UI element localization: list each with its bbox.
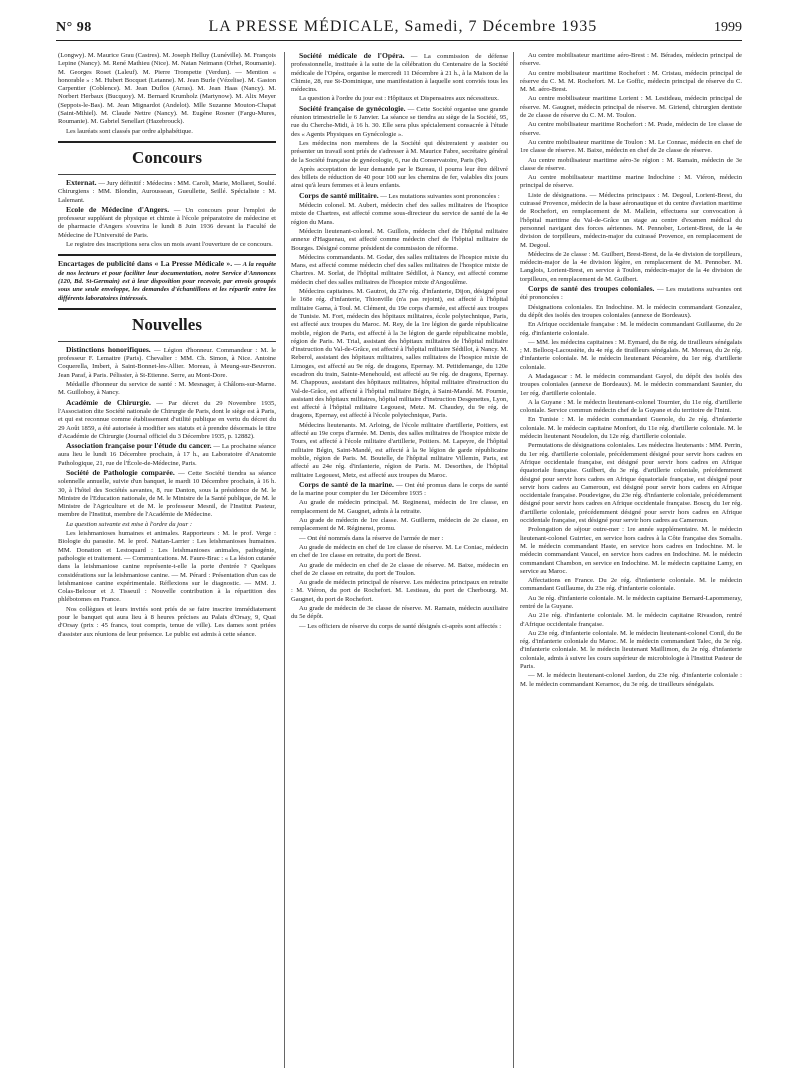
article-body-marine-7: Au grade de médecin principal de réserve. Les médecins principaux en retraite : M. Viéron, du port de Rochefort. M. Lestieau, du port de Cherbourg. M. Gaugnet, du port de Rochefort.	[291, 579, 508, 603]
article-body-militaire-3: Médecin lieutenant-colonel. M. Guillois, médecin chef de l'hôpital militaire annexe d'Haguenau, est affecté comme médecin chef de l'hôpital militaire de Bourges. Désigné comme président de commission de réforme.	[291, 227, 508, 252]
paragraph: Désignations coloniales. En Indochine. M. le médecin commandant Gonzalez, du dépôt des isolés des troupes coloniales (annexe de Bordeaux).	[520, 303, 742, 319]
article-body-marine-5: Au grade de médecin en chef de 1re classe de réserve. M. Le Coniac, médecin en chef de 1re classe en retraite, du port de Brest.	[291, 543, 508, 560]
article-body-encartages: — A la requête de nos lecteurs et pour faciliter leur documentation, notre Service d'Annonces (120, Bd. St-Germain) est à leur disposition pour recevoir, par envois groupés sous une seule enveloppe, les demandes d'échantillons et les répartir entre les différents laboratoires intéressés.	[58, 261, 276, 302]
article-title-academie: Académie de Chirurgie.	[66, 397, 151, 407]
article-title-gyneco: Société française de gynécologie.	[299, 103, 406, 113]
paragraph: Au centre mobilisateur maritime Rochefort : M. Prade, médecin de 1re classe de réserve.	[520, 121, 742, 137]
article-body-marine-6: Au grade de médecin en chef de 2e classe de réserve. M. Baixe, médecin en chef de 2e classe en retraite, du port de Toulon.	[291, 561, 508, 577]
paragraph: Au centre mobilisateur maritime de Toulon : M. Le Connac, médecin en chef de 1re classe de réserve. M. Baixe, médecin en chef de 2e classe de réserve.	[520, 138, 742, 155]
article-question: La question suivante est mise à l'ordre du jour :	[66, 520, 193, 528]
column-1	[58, 52, 276, 1070]
paragraph: Au centre mobilisateur maritime Rochefort : M. Cristau, médecin principal de réserve du C. M. M. Rochefort. M. Le Goffic, médecin principal de réserve du C. M. M. aéro-Brest.	[520, 69, 742, 94]
article-body-militaire-2: Médecin colonel. M. Aubert, médecin chef des salles militaires de l'hospice mixte de Chartres, est affecté comme sous-directeur du service de santé de la 4e région du Mans.	[291, 202, 508, 226]
paragraph: En Afrique occidentale française : M. le médecin commandant Guillaume, du 2e rég. d'infanterie coloniale.	[520, 321, 742, 337]
article-body-distinctions: — Légion d'honneur. Commandeur : M. le professeur F. Lemaitre (Paris). Chevalier : MM. Ch. Simon, à Nice. Antoine Coquerella, Imbert, à Saint-Bonnet-les-Allier. Moreau, à Meung-sur-Beuvron. Jean Paraf, à Paris. Pélissier, à St-Etienne. Serre, au Mont-Dore.	[58, 346, 276, 379]
article-body-militaire-6: Médecins lieutenants. M. Arloing, de l'école militaire d'artillerie, Poitiers, est affecté au 19e corps d'armée. M. Denis, des salles militaires de l'hospice mixte de Tours, est affecté à l'école militaire d'artillerie, Poitiers. M. Lapeyre, de l'hôpital militaire Bégin, Saint-Mandé, est affecté à la 9e légion de garde républicaine mobile, région de Paris. M. Boutelle, de l'hôpital militaire Villemin, Paris, est affecté au 24e rég. d'infanterie, région de Paris. M. Desorthes, de l'hôpital militaire Legouest, Metz, est affecté aux troupes du Maroc.	[291, 421, 508, 479]
paragraph: Au centre mobilisateur maritime marine Indochine : M. Viéron, médecin principal de réserve.	[520, 174, 742, 190]
paragraph: Au centre mobilisateur maritime aéro-3e région : M. Ramain, médecin de 3e classe de réserve.	[520, 156, 742, 172]
paragraph: Permutations de désignations coloniales. Les médecins lieutenants : MM. Perrin, du 1er rég. d'artillerie coloniale, précédemment désigné pour servir hors cadres en Afrique occidentale française, est désigné pour servir hors cadres en Afrique équatoriale française. Guilbert, du 3e rég. d'artillerie coloniale, précédemment désigné pour servir hors cadres en Afrique équatoriale française, est désigné pour servir hors cadres au Cameroun, est désigné pour servir hors cadres en Afrique occidentale française. Poudevigne, du 23e rég. d'infanterie coloniale, précédemment désigné pour servir hors cadres en Afrique occidentale française. Boscq, du 1er rég. d'artillerie coloniale, précédemment désigné pour servir hors cadres en Afrique occidentale française, est désigné pour servir hors cadres au Cameroun.	[520, 442, 742, 525]
article-body-association: — La prochaine séance aura lieu le lundi 16 Décembre prochain, à 17 h., au Laboratoire d'Anatomie Pathologique, 21, rue de l'École-de-Médecine, Paris.	[58, 443, 276, 467]
article-title-opera: Société médicale de l'Opéra.	[299, 52, 405, 60]
article-body-opera: — La commission de défense professionnelle, instituée à la suite de la célébration du Centenaire de la Société médicale de l'Opéra, organise le mercredi 11 Décembre à 21 h., à la Maison de la Chimie, 28, rue St-Dominique, une manifestation à laquelle sont conviés tous les médecins.	[291, 53, 508, 94]
section-divider	[58, 254, 276, 256]
article-title-pathologie: Société de Pathologie comparée.	[66, 467, 175, 477]
article-body-opera-2: La question à l'ordre du jour est : Hôpitaux et Dispensaires aux nécessiteux.	[299, 95, 499, 103]
paragraph: Au centre mobilisateur maritime aéro-Brest : M. Bérades, médecin principal de réserve.	[520, 52, 742, 68]
article-body-marine-4: — Ont été nommés dans la réserve de l'armée de mer :	[299, 534, 444, 542]
paragraph: Au 21e rég. d'infanterie coloniale. M. le médecin capitaine Rivasdon, rentré d'Afrique occidentale française.	[520, 612, 742, 628]
column-2	[291, 52, 508, 1070]
article-body-militaire: — Les mutations suivantes sont prononcées :	[380, 192, 500, 200]
paragraph: Au centre mobilisateur maritime Lorient : M. Lestideau, médecin principal de réserve. M. Gaugnet, médecin principal de réserve. M. Giriend, chirurgien dentiste de 2e classe de réserve du C. M. M. Toulon.	[520, 95, 742, 120]
article-body-pathologie-end: Nos collègues et leurs invités sont priés de se faire inscrire immédiatement pour le banquet qui aura lieu à 8 heures précises au Palais d'Orsay, 9, Quai d'Orsay (prix : 45 francs, tout compris, tenue de ville). Les dames sont priées d'assister aux réunions de leur présence. Le public est admis à cette séance.	[58, 605, 276, 638]
laureates-note: Les lauréats sont classés par ordre alphabétique.	[66, 127, 193, 135]
page-number: 1999	[714, 20, 742, 35]
section-divider	[58, 308, 276, 310]
article-title-marine: Corps de santé de la marine.	[299, 479, 394, 489]
article-body-marine-2: Au grade de médecin principal. M. Reginensi, médecin de 1re classe, en remplacement de M. Gaugnet, admis à la retraite.	[291, 499, 508, 515]
article-body-angers: — Un concours pour l'emploi de professeur suppléant de physique et chimie à l'école préparatoire de médecine et de pharmacie d'Angers s'ouvrira le lundi 8 Juin 1936 devant la Faculté de Médecine de l'Université de Paris.	[58, 206, 276, 239]
paragraph: En Tunisie : M. le médecin commandant Guenole, du 2e rég. d'infanterie coloniale. M. le médecin capitaine Monfort, du 11e rég. d'artillerie coloniale. M. le médecin lieutenant Noudelon, du 12e rég. d'artillerie coloniale.	[520, 416, 742, 441]
section-title-nouvelles: Nouvelles	[132, 314, 202, 334]
section-divider	[58, 341, 276, 342]
article-body-gyneco-3: Après acceptation de leur demande par le Bureau, il pourra leur être délivré des billets de réduction de 40 pour 100 sur les chemins de fer, valables dix jours ainsi qu'à leurs femmes et à leurs enfants.	[291, 165, 508, 190]
article-body-marine: — Ont été promus dans le corps de santé de la marine pour compter du 1er Décembre 1935 :	[291, 481, 508, 498]
column-rule-1	[284, 52, 285, 1068]
paragraph: Affectations en France. Du 2e rég. d'infanterie coloniale. M. le médecin commandant Guillaume, du 23e rég. d'infanterie coloniale.	[520, 577, 742, 593]
article-body-marine-3: Au grade de médecin de 1re classe. M. Guillerm, médecin de 2e classe, en remplacement de M. Réginensi, promu.	[291, 517, 508, 533]
article-body-pathologie: — Cette Société tiendra sa séance solennelle annuelle, suivie d'un banquet, le mardi 10 Décembre prochain, à 16 h. 30, à l'hôtel des Sociétés savantes, 8, rue Danton, sous la présidence de M. le Ministre de l'Education nationale, de M. le Ministre de la Santé publique, de M. le Ministre de l'Agriculture et de M. le professeur Mesnil, de l'Institut Pasteur, membre de l'Institut, membre de l'Académie de Médecine.	[58, 469, 276, 519]
article-body-marine-8: Au grade de médecin de 3e classe de réserve. M. Ramain, médecin auxiliaire du 5e dépôt.	[291, 605, 508, 621]
section-divider	[58, 141, 276, 143]
column-rule-2	[513, 52, 514, 1068]
article-title-coloniales: Corps de santé des troupes coloniales.	[528, 284, 655, 294]
paragraph: A Madagascar : M. le médecin commandant Gayol, du dépôt des isolés des troupes coloniales (annexe de Bordeaux). M. le médecin commandant Saunier, du 1er rég. d'artillerie coloniale.	[520, 372, 742, 397]
article-body-marine-9: — Les officiers de réserve du corps de santé désignés ci-après sont affectés :	[299, 622, 502, 630]
paragraph: Au 23e rég. d'infanterie coloniale. M. le médecin lieutenant-colonel Conil, du 8e rég. d'infanterie coloniale du Maroc. M. le médecin commandant Talec, du 3e rég. d'infanterie coloniale. M. le médecin lieutenant Maillimon, du 2e rég. d'infanterie coloniale, admis à suivre les cours supérieur de microbiologie à l'Institut Pasteur de Paris.	[520, 629, 742, 671]
page-header	[56, 15, 742, 41]
article-title-militaire: Corps de santé militaire.	[299, 190, 379, 200]
issue-number: N° 98	[56, 20, 92, 35]
paragraph: Médecins de 2e classe : M. Guilbert, Brest-Brest, de la 4e division de torpilleurs, médecin-major de la 4e division légère, en remplacement de M. Pennober. M. Langlois, Lorient-Brest, en service à Toulon, médecin-major de la 4e division de torpilleurs, en remplacement de M. Guilbert.	[520, 250, 742, 283]
article-body-militaire-5: Médecins capitaines. M. Gautrot, du 27e rég. d'infanterie, Dijon, désigné pour le 168e rég. d'infanterie, Thionville (n'a pas rejoint), est affecté à l'hôpital militaire Gama, à Toul. M. Clément, du 19e corps d'armée, est affecté aux troupes de Tunisie. M. Fort, médecin des hôpitaux militaires, école polytechnique, Paris, est affecté aux troupes du Maroc. M. Rey, de la 1re légion de garde républicaine mobile, région de Paris, est affecté à la 3e légion de garde républicaine mobile, région de Paris. M. Trial, assistant des hôpitaux militaires de l'hôpital militaire d'instruction du Val-de-Grâce, est affecté à l'hôpital militaire Sédillot, à Nancy. M. Reberol, assistant des hôpitaux militaires, salles militaires de l'hospice mixte de Limoges, est affecté au 9e rég. de dragons, Epernay. M. Petitdemange, du 120e escadron du train, Sainte-Menehould, est affecté au 9e rég. de dragons, Epernay. M. Chappoux, assistant des hôpitaux militaires, hôpital militaire d'instruction du Val-de-Grâce, est affecté à l'hôpital militaire Bégin, à Saint-Mandé. M. Fournie, assistant des hôpitaux militaires, hôpital militaire d'instruction Desgenettes, Lyon, est affecté à l'hôpital militaire Legouest, Metz. M. Chaudey, du 9e rég. de dragons, Epernay, est affecté à l'école polytechnique, Paris.	[291, 288, 508, 420]
article-title-encartages: Encartages de publicité dans « La Presse Médicale ».	[58, 259, 233, 269]
article-body-distinctions-2: Médaille d'honneur du service de santé : M. Mesnager, à Châlons-sur-Marne. M. Guilloboy, à Nancy.	[58, 381, 276, 397]
laureates-list: (Longwy). M. Maurice Grau (Castres). M. Joseph Helluy (Lunéville). M. François Lepine (Nancy). M. René Mathieu (Nice). M. Natan Neimann (Orhei, Roumanie). M. Georges Roset (Laleuf). M. Pierre Trompette (Verdun). — Mention « honorable » : M. Hubert Bocquet (Letanne). M. Jean Burle (Vézelise). M. Gaston Carpentier (Coblence). M. Jean Duflos (Arras). M. Jean Haas (Nancy). M. Norbert Herbaux (Bucquoy). M. Bernard Krumholz (Martynow). M. Alix Meyer (Seppois-le-Bas). M. Jean Mignardot (Andelot). Mlle Suzanne Mouton-Chapat (Saint-Mihiel). M. Claude Nettre (Nancy). M. Eugène Rosner (Fargu-Mures, Roumanie). M. Gabriel Senellart (Hazebrouck).	[58, 52, 276, 126]
article-body-externat: — Jury définitif : Médecins : MM. Caroli, Marie, Mollaret, Soulié. Chirurgiens : MM. Blondin, Auroussean, Gueullette, Seillé. Spécialiste : M. Lalemant.	[58, 179, 276, 204]
article-question-body: Les leishmanioses humaines et animales. Rapporteurs : M. le prof. Verge : Biologie du parasite. M. le prof. Nattan-Larrier : Les leishmanioses humaines. MM. Donation et Lestoquard : Les leishmanioses animales, pathogénie, pathologie et traitement. — Communications. M. Faure-Brac : « La lésion cutanée dans la leishmaniose canine représente-t-elle la porte d'entrée ? Quelques considérations sur la leishmaniose canine. — M. Pérard : Présentation d'un cas de leishmaniose canine expérimentale. Réflexions sur le diagnostic. — MM. J. Colas-Belcour et J. Tisseuil : Nouvelle contribution à la répartition des phlébotomes en France.	[58, 530, 276, 604]
article-title-angers: Ecole de Médecine d'Angers.	[66, 204, 170, 214]
paragraph: Au 3e rég. d'infanterie coloniale. M. le médecin capitaine Bernard-Lapommeray, rentré de la Guyane.	[520, 594, 742, 610]
paragraph: — M. le médecin lieutenant-colonel Jardon, du 23e rég. d'infanterie coloniale : M. le médecin commandant Kerarnoc, du 3e rég. de tirailleurs sénégalais.	[520, 672, 742, 688]
article-body-gyneco-2: Les médecins non membres de la Société qui désireraient y assister ou présenter un travail sont priés de s'adresser à M. Maurice Fabre, secrétaire général de la Société française de gynécologie, 6, rue du Conservatoire, Paris (9e).	[291, 139, 508, 164]
article-title-association: Association française pour l'étude du cancer.	[66, 441, 212, 451]
article-title-distinctions: Distinctions honorifiques.	[66, 344, 151, 354]
journal-title: LA PRESSE MÉDICALE, Samedi, 7 Décembre 1935	[208, 18, 598, 35]
article-body-coloniales: — Les mutations suivantes ont été prononcées :	[520, 286, 742, 302]
article-body-gyneco: — Cette Société organise une grande réunion trimestrielle le 6 Janvier. La séance se tiendra au siège de la Société, 95, rue du Cherche-Midi, à 16 h. 30. Elle sera plus spécialement consacrée à l'étude des « Agents Physiques en Gynécologie ».	[291, 105, 508, 138]
article-body-angers-2: Le registre des inscriptions sera clos un mois avant l'ouverture de ce concours.	[66, 241, 273, 249]
section-divider	[58, 174, 276, 175]
paragraph: — MM. les médecins capitaines : M. Eymard, du 8e rég. de tirailleurs sénégalais ; M. Bellocq-Lacoustète, du 4e rég. de tirailleurs sénégalais. M. Moreau, du 2e rég. d'infanterie coloniale. M. le médecin lieutenant Pécarrère, du 1er rég. d'artillerie coloniale.	[520, 338, 742, 371]
article-title-externat: Externat.	[66, 177, 97, 187]
paragraph: A la Guyane : M. le médecin lieutenant-colonel Tournier, du 11e rég. d'artillerie coloniale. Service commun médecin chef de la Guyane et du territoire de l'Inini.	[520, 398, 742, 415]
paragraph: Liste de désignations. — Médecins principaux : M. Degoul, Lorient-Brest, du cuirassé Provence, médecin de la base aéronautique et du centre d'aviation maritime de Rochefort, en remplacement de M. Mallein, effectuera sur convocation à l'hôpital maritime du Val-de-Grâce un stage au centre d'examen médical du personnel navigant des forces aériennes. M. Pennober, Lorient-Brest, de la 4e division de torpilleurs, médecin-major du cuirassé Provence, en remplacement de M. Degoul.	[520, 191, 742, 249]
column-3	[520, 52, 742, 1070]
article-body-academie: — Par décret du 29 Novembre 1935, l'Association dite Société nationale de Chirurgie de Paris, dont le siège est à Paris, et qui est reconnue comme établissement d'utilité publique en vertu du décret du 29 Août 1859, a été autorisée à modifier ses statuts et à prendre désormais le titre d'Académie de Chirurgie (Journal officiel du 3 Décembre 1935, p. 12882).	[58, 399, 276, 440]
section-title-concours: Concours	[132, 147, 202, 167]
article-body-militaire-4: Médecins commandants. M. Godar, des salles militaires de l'hospice mixte du Mans, est affecté comme médecin chef des salles militaires de l'hospice mixte de Chartres. M. Sorlat, de l'hôpital militaire Sédillot, à Nancy, est affecté comme médecin chef des salles militaires de l'hospice mixte d'Angoulême.	[291, 253, 508, 286]
paragraph: Prolongation de séjour outre-mer : 1re année supplémentaire. M. le médecin lieutenant-colonel Guirriec, en service hors cadres à la Côte française des Somalis. M. le médecin commandant Haste, en service hors cadres en Indochine. M. le médecin commandant Vaucel, en service hors cadres en Indochine. M. le médecin commandant Chambon, en service en Indochine. M. le médecin capitaine Lamy, en service au Maroc.	[520, 526, 742, 575]
